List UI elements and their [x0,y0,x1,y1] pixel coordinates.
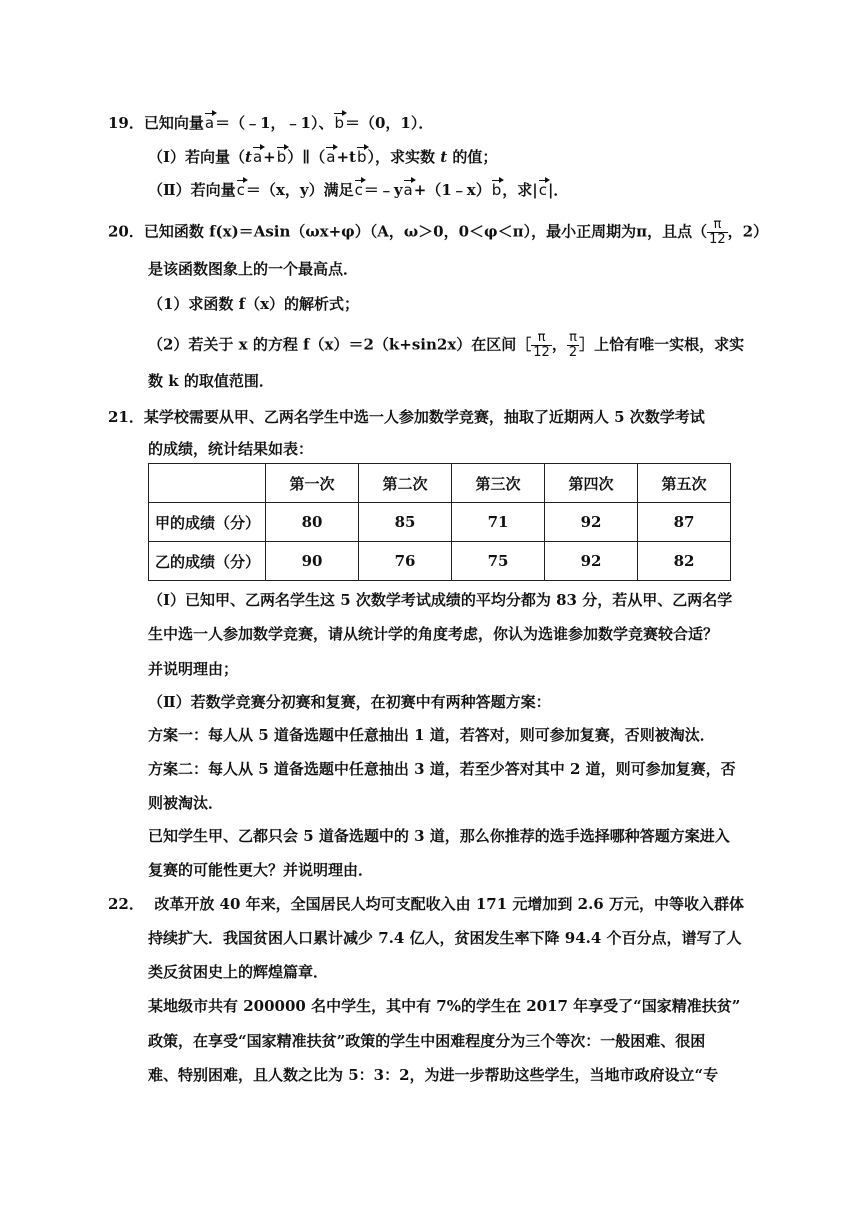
table-row [149,503,731,542]
vector-a: a [326,148,336,166]
q21-number: 21． [108,408,144,426]
table-cell: 90 [266,542,359,581]
table-cell: 80 [266,503,359,542]
table-header-cell: 第三次 [452,464,545,503]
vector-c: c [354,181,363,199]
table-header-cell: 第五次 [638,464,731,503]
q21-part2-line2: 已知学生甲、乙都只会 5 道备选题中的 3 道，那么你推荐的选手选择哪种答题方案进入 [148,827,730,845]
table-cell: 85 [359,503,452,542]
q19-part2: （Ⅱ）若向量c＝（x，y）满足c＝﹣ya+（1﹣x）b，求|c|． [148,181,569,199]
q21-stem: 21．某学校需要从甲、乙两名学生中选一人参加数学竞赛，抽取了近期两人 5 次数学考试 [108,408,705,426]
vector-b: b [356,148,367,166]
q22-number: 22． [108,895,144,913]
vector-a: a [204,114,215,132]
q19-part1: （Ⅰ）若向量（ta+b）∥（a+tb），求实数 t 的值； [148,148,498,166]
table-cell: 92 [545,542,638,581]
q22-line5: 政策，在享受“国家精准扶贫”政策的学生中困难程度分为三个等次：一般困难、很困 [148,1032,706,1050]
q21-stem-cont: 的成绩，统计结果如表： [148,440,314,458]
vector-b: b [491,181,502,199]
vector-b: b [276,148,287,166]
table-header-cell [149,464,266,503]
q21-part1-line1: （Ⅰ）已知甲、乙两名学生这 5 次数学考试成绩的平均分都为 83 分，若从甲、乙两名学 [148,591,733,609]
table-row-label: 甲的成绩（分） [149,503,266,542]
scores-table [148,463,731,581]
fraction-pi-12: $\frac{\pi}{12}$ [533,330,550,360]
q22-line2: 持续扩大．我国贫困人口累计减少 7.4 亿人，贫困发生率下降 94.4 个百分点，谱写了人 [148,929,742,947]
vector-c: c [236,181,245,199]
table-header-row [149,464,731,503]
q20-stem-cont: 是该函数图象上的一个最高点． [148,260,359,278]
table-cell: 71 [452,503,545,542]
q21-plan2-line2: 则被淘汰． [148,794,224,812]
table-row-label: 乙的成绩（分） [149,542,266,581]
q21-part1-line3: 并说明理由； [148,660,239,678]
q21-part1-line2: 生中选一人参加数学竞赛，请从统计学的角度考虑，你认为选谁参加数学竞赛较合适？ [148,625,719,643]
table-row [149,542,731,581]
q20-part2-cont: 数 k 的取值范围． [148,372,274,390]
table-cell: 82 [638,542,731,581]
table-cell: 87 [638,503,731,542]
q22-line6: 难、特别困难，且人数之比为 5：3：2，为进一步帮助这些学生，当地市政府设立“专 [148,1066,719,1084]
vector-c: c [538,181,547,199]
fraction-pi-2: $\frac{\pi}{2}$ [568,330,578,360]
table-header-cell: 第四次 [545,464,638,503]
q21-plan2-line1: 方案二：每人从 5 道备选题中任意抽出 3 道，若至少答对其中 2 道，则可参加复赛，否 [148,760,736,778]
vector-a: a [403,181,413,199]
table-header-cell: 第二次 [359,464,452,503]
q22-line1: 22． 改革开放 40 年来，全国居民人均可支配收入由 171 元增加到 2.6 万元，中等收入群体 [108,895,744,913]
table-cell: 76 [359,542,452,581]
fraction-pi-12: $\frac{\pi}{12}$ [709,217,726,247]
q21-part2-line1: （Ⅱ）若数学竞赛分初赛和复赛，在初赛中有两种答题方案： [148,693,551,711]
q21-plan1: 方案一：每人从 5 道备选题中任意抽出 1 道，若答对，则可参加复赛，否则被淘汰． [148,726,715,744]
q22-line3: 类反贫困史上的辉煌篇章． [148,963,329,981]
q21-part2-line3: 复赛的可能性更大？并说明理由． [148,861,374,879]
q19-number: 19． [108,114,144,132]
table-cell: 75 [452,542,545,581]
vector-a: a [252,148,263,166]
q20-stem: 20．已知函数 f(x)＝Asin（ωx+φ）（A，ω＞0，0＜φ＜π），最小正周期为π，且点（ $\frac{\pi}{12}$ ，2） [108,217,769,247]
q20-part1: （1）求函数 f（x）的解析式； [148,295,360,313]
q20-number: 20． [108,222,144,241]
vector-b: b [334,114,344,132]
q22-line4: 某地级市共有 200000 名中学生，其中有 7%的学生在 2017 年享受了“国家精准扶贫” [148,997,741,1015]
table-cell: 92 [545,503,638,542]
table-header-cell: 第一次 [266,464,359,503]
q20-part2: （2）若关于 x 的方程 f（x）＝2（k+sin2x）在区间［ $\frac{\pi}{12}$ ， $\frac{\pi}{2}$ ］上恰有唯一实根，求实 [148,330,745,360]
q19-stem: 19．已知向量a＝（﹣1，﹣1）、b＝（0，1）． [108,114,434,132]
